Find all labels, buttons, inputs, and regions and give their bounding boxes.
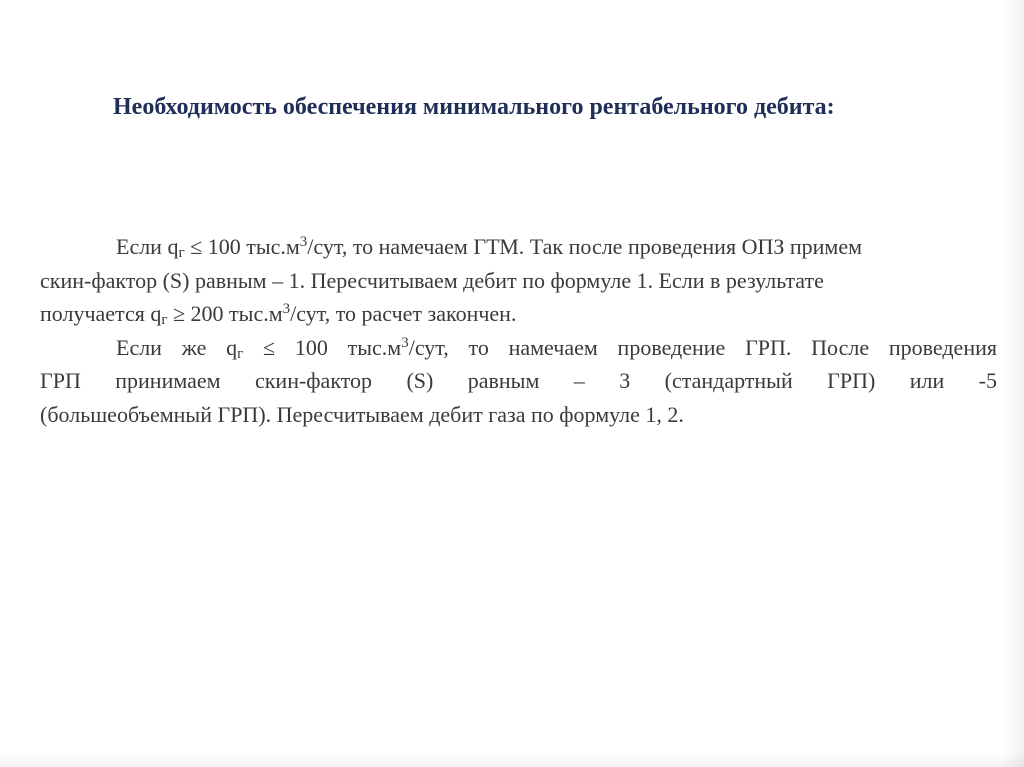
- superscript: 3: [299, 234, 308, 250]
- paragraph-2: [40, 331, 997, 432]
- superscript: 3: [282, 301, 291, 317]
- superscript: 3: [401, 334, 409, 351]
- slide-edge-shadow: [1002, 0, 1024, 767]
- paragraph-1-line-1: [40, 230, 997, 264]
- body-text: [40, 230, 997, 431]
- text-run: ≤ 100 тыс.м: [184, 234, 300, 259]
- paragraph-2-line-1: [40, 331, 997, 365]
- paragraph-1: [40, 230, 997, 331]
- subscript: г: [237, 345, 244, 362]
- paragraph-2-line-2: ГРП принимаем скин-фактор (S) равным – 3 (стандартный ГРП) или -5: [40, 368, 997, 393]
- paragraph-2-line-3: (большеобъемный ГРП). Пересчитываем дебит газа по формуле 1, 2.: [40, 401, 684, 427]
- subscript: г: [178, 245, 185, 261]
- text-run: получается q: [40, 301, 162, 326]
- paragraph-1-line-3: [40, 297, 997, 331]
- text-run: /сут, то намечаем проведение ГРП. После проведения: [408, 334, 997, 360]
- slide-bottom-shadow: [0, 753, 1024, 767]
- text-run: /сут, то намечаем ГТМ. Так после проведения ОПЗ примем: [307, 234, 863, 259]
- subscript: г: [161, 312, 168, 328]
- text-run: ≥ 200 тыс.м: [167, 301, 283, 326]
- text-run: /сут, то расчет закончен.: [290, 301, 517, 326]
- text-run: Если q: [116, 234, 179, 259]
- slide-title: Необходимость обеспечения минимального рентабельного дебита:: [113, 94, 835, 120]
- paragraph-1-line-2: скин-фактор (S) равным – 1. Пересчитываем дебит по формуле 1. Если в результате: [40, 267, 824, 293]
- text-run: ≤ 100 тыс.м: [243, 334, 402, 360]
- text-run: Если же q: [116, 334, 238, 360]
